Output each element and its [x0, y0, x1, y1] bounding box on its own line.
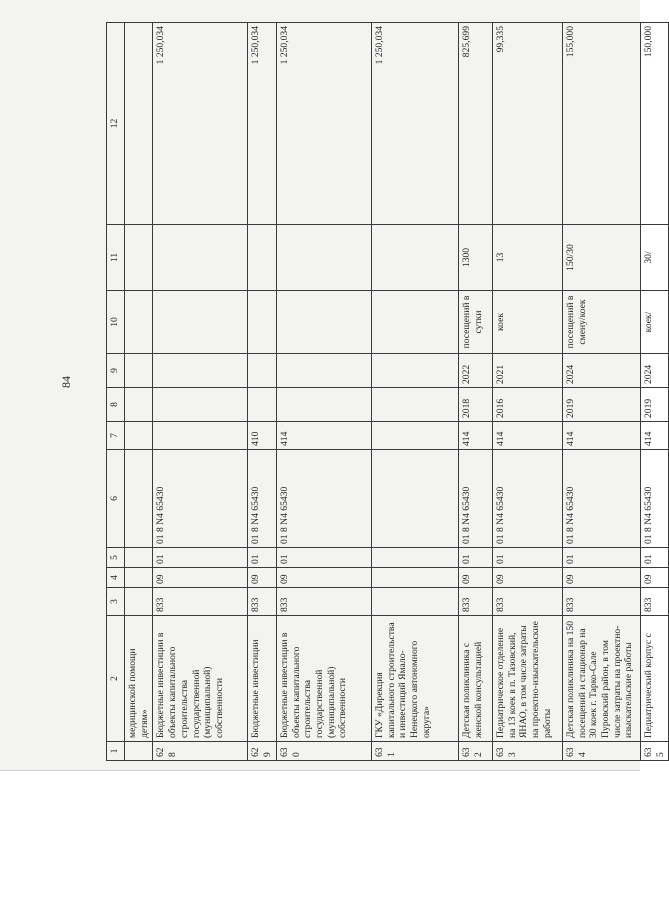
capacity-unit-cell: [248, 291, 276, 354]
target-article-cell: 01 8 N4 65430: [276, 450, 371, 548]
target-article-cell: [125, 450, 153, 548]
column-number: 10: [107, 291, 125, 354]
start-year-cell: [248, 388, 276, 422]
end-year-cell: 2024: [562, 354, 640, 388]
section-code-cell: 09: [492, 568, 562, 588]
administrator-code-cell: 833: [248, 588, 276, 616]
end-year-cell: 2024: [640, 354, 668, 388]
row-number-cell: 630: [276, 742, 371, 761]
end-year-cell: 2021: [492, 354, 562, 388]
amount-cell: 150,000: [640, 23, 668, 225]
table-row: [125, 23, 153, 761]
subsection-code-cell: [125, 548, 153, 568]
start-year-cell: 2016: [492, 388, 562, 422]
amount-cell: 1 250,034: [371, 23, 458, 225]
row-number-cell: 634: [562, 742, 640, 761]
table-row: [276, 23, 371, 761]
column-number: 6: [107, 450, 125, 548]
end-year-cell: [371, 354, 458, 388]
capacity-value-cell: 1300: [458, 225, 492, 291]
subsection-code-cell: 01: [562, 548, 640, 568]
target-article-cell: 01 8 N4 65430: [562, 450, 640, 548]
target-article-cell: 01 8 N4 65430: [492, 450, 562, 548]
row-number-cell: 628: [153, 742, 248, 761]
column-number: 1: [107, 742, 125, 761]
capacity-value-cell: 30/: [640, 225, 668, 291]
capacity-unit-cell: коек: [492, 291, 562, 354]
amount-cell: 99,335: [492, 23, 562, 225]
row-number-cell: 632: [458, 742, 492, 761]
row-number-cell: 629: [248, 742, 276, 761]
capacity-value-cell: 150/30: [562, 225, 640, 291]
column-number: 9: [107, 354, 125, 388]
capacity-value-cell: [371, 225, 458, 291]
row-number-cell: 631: [371, 742, 458, 761]
start-year-cell: 2019: [562, 388, 640, 422]
end-year-cell: [276, 354, 371, 388]
amount-cell: 1 250,034: [153, 23, 248, 225]
end-year-cell: [153, 354, 248, 388]
start-year-cell: 2019: [640, 388, 668, 422]
description-cell: Бюджетные инвестиции: [248, 616, 276, 742]
subsection-code-cell: 01: [153, 548, 248, 568]
subsection-code-cell: 01: [248, 548, 276, 568]
column-number: 4: [107, 568, 125, 588]
subsection-code-cell: [371, 548, 458, 568]
expense-type-cell: 414: [458, 422, 492, 450]
amount-cell: 1 250,034: [276, 23, 371, 225]
amount-cell: 155,000: [562, 23, 640, 225]
section-code-cell: 09: [276, 568, 371, 588]
capacity-unit-cell: [276, 291, 371, 354]
table-row: [248, 23, 276, 761]
administrator-code-cell: 833: [640, 588, 668, 616]
capacity-value-cell: [276, 225, 371, 291]
capacity-unit-cell: посещений в смену/коек: [562, 291, 640, 354]
subsection-code-cell: 01: [276, 548, 371, 568]
column-number: 11: [107, 225, 125, 291]
start-year-cell: [371, 388, 458, 422]
end-year-cell: [248, 354, 276, 388]
capacity-unit-cell: [153, 291, 248, 354]
table-body: [107, 23, 669, 761]
expense-type-cell: [153, 422, 248, 450]
description-cell: Детская поликлиника с женской консультацией: [458, 616, 492, 742]
section-code-cell: 09: [562, 568, 640, 588]
table-row: [458, 23, 492, 761]
target-article-cell: [371, 450, 458, 548]
capacity-value-cell: [125, 225, 153, 291]
column-number: 3: [107, 588, 125, 616]
target-article-cell: 01 8 N4 65430: [640, 450, 668, 548]
description-cell: Педиатрическое отделение на 13 коек в п. Тазовский, ЯНАО, в том числе затраты на проектно-изыскательские работы: [492, 616, 562, 742]
column-number: 8: [107, 388, 125, 422]
row-number-cell: 633: [492, 742, 562, 761]
end-year-cell: 2022: [458, 354, 492, 388]
table-row: [640, 23, 668, 761]
expense-type-cell: [371, 422, 458, 450]
column-number-row: [107, 23, 125, 761]
amount-cell: 1 250,034: [248, 23, 276, 225]
start-year-cell: 2018: [458, 388, 492, 422]
table-row: [371, 23, 458, 761]
column-number: 7: [107, 422, 125, 450]
scan-bottom-edge: [0, 770, 640, 771]
administrator-code-cell: 833: [153, 588, 248, 616]
administrator-code-cell: 833: [458, 588, 492, 616]
expense-type-cell: 414: [276, 422, 371, 450]
expense-type-cell: 414: [562, 422, 640, 450]
table-row: [153, 23, 248, 761]
expense-type-cell: 414: [640, 422, 668, 450]
amount-cell: 825,699: [458, 23, 492, 225]
end-year-cell: [125, 354, 153, 388]
section-code-cell: [371, 568, 458, 588]
capacity-unit-cell: коек/: [640, 291, 668, 354]
section-code-cell: 09: [458, 568, 492, 588]
rotated-table-wrapper: [106, 23, 666, 761]
row-number-cell: 635: [640, 742, 668, 761]
expense-type-cell: 410: [248, 422, 276, 450]
target-article-cell: 01 8 N4 65430: [458, 450, 492, 548]
description-cell: Детская поликлиника на 150 посещений и стационар на 30 коек г. Тарко-Сале Пуровский район, в том числе затраты на проектно-изыскательские работы: [562, 616, 640, 742]
administrator-code-cell: [371, 588, 458, 616]
capacity-unit-cell: [371, 291, 458, 354]
start-year-cell: [276, 388, 371, 422]
page-number: 84: [59, 376, 73, 388]
subsection-code-cell: 01: [492, 548, 562, 568]
capacity-value-cell: [248, 225, 276, 291]
column-number: 2: [107, 616, 125, 742]
table-row: [492, 23, 562, 761]
section-code-cell: 09: [640, 568, 668, 588]
administrator-code-cell: [125, 588, 153, 616]
section-code-cell: 09: [248, 568, 276, 588]
section-code-cell: 09: [153, 568, 248, 588]
subsection-code-cell: 01: [640, 548, 668, 568]
subsection-code-cell: 01: [458, 548, 492, 568]
description-cell: Бюджетные инвестиции в объекты капитального строительства государственной (муниципальной) собственности: [276, 616, 371, 742]
capacity-unit-cell: [125, 291, 153, 354]
description-cell: Бюджетные инвестиции в объекты капитального строительства государственной (муниципальной) собственности: [153, 616, 248, 742]
column-number: 5: [107, 548, 125, 568]
description-cell: Педиатрический корпус с: [640, 616, 668, 742]
expense-type-cell: [125, 422, 153, 450]
administrator-code-cell: 833: [492, 588, 562, 616]
start-year-cell: [125, 388, 153, 422]
column-number: 12: [107, 23, 125, 225]
table-row: [562, 23, 640, 761]
description-cell: ГКУ «Дирекция капитального строительства и инвестиций Ямало-Ненецкого автономного округа»: [371, 616, 458, 742]
capacity-value-cell: 13: [492, 225, 562, 291]
section-code-cell: [125, 568, 153, 588]
capacity-value-cell: [153, 225, 248, 291]
capacity-unit-cell: посещений в сутки: [458, 291, 492, 354]
administrator-code-cell: 833: [562, 588, 640, 616]
start-year-cell: [153, 388, 248, 422]
expense-type-cell: 414: [492, 422, 562, 450]
target-article-cell: 01 8 N4 65430: [248, 450, 276, 548]
description-cell: медицинской помощи детям»: [125, 616, 153, 742]
amount-cell: [125, 23, 153, 225]
row-number-cell: [125, 742, 153, 761]
target-article-cell: 01 8 N4 65430: [153, 450, 248, 548]
budget-table: [106, 22, 669, 761]
administrator-code-cell: 833: [276, 588, 371, 616]
